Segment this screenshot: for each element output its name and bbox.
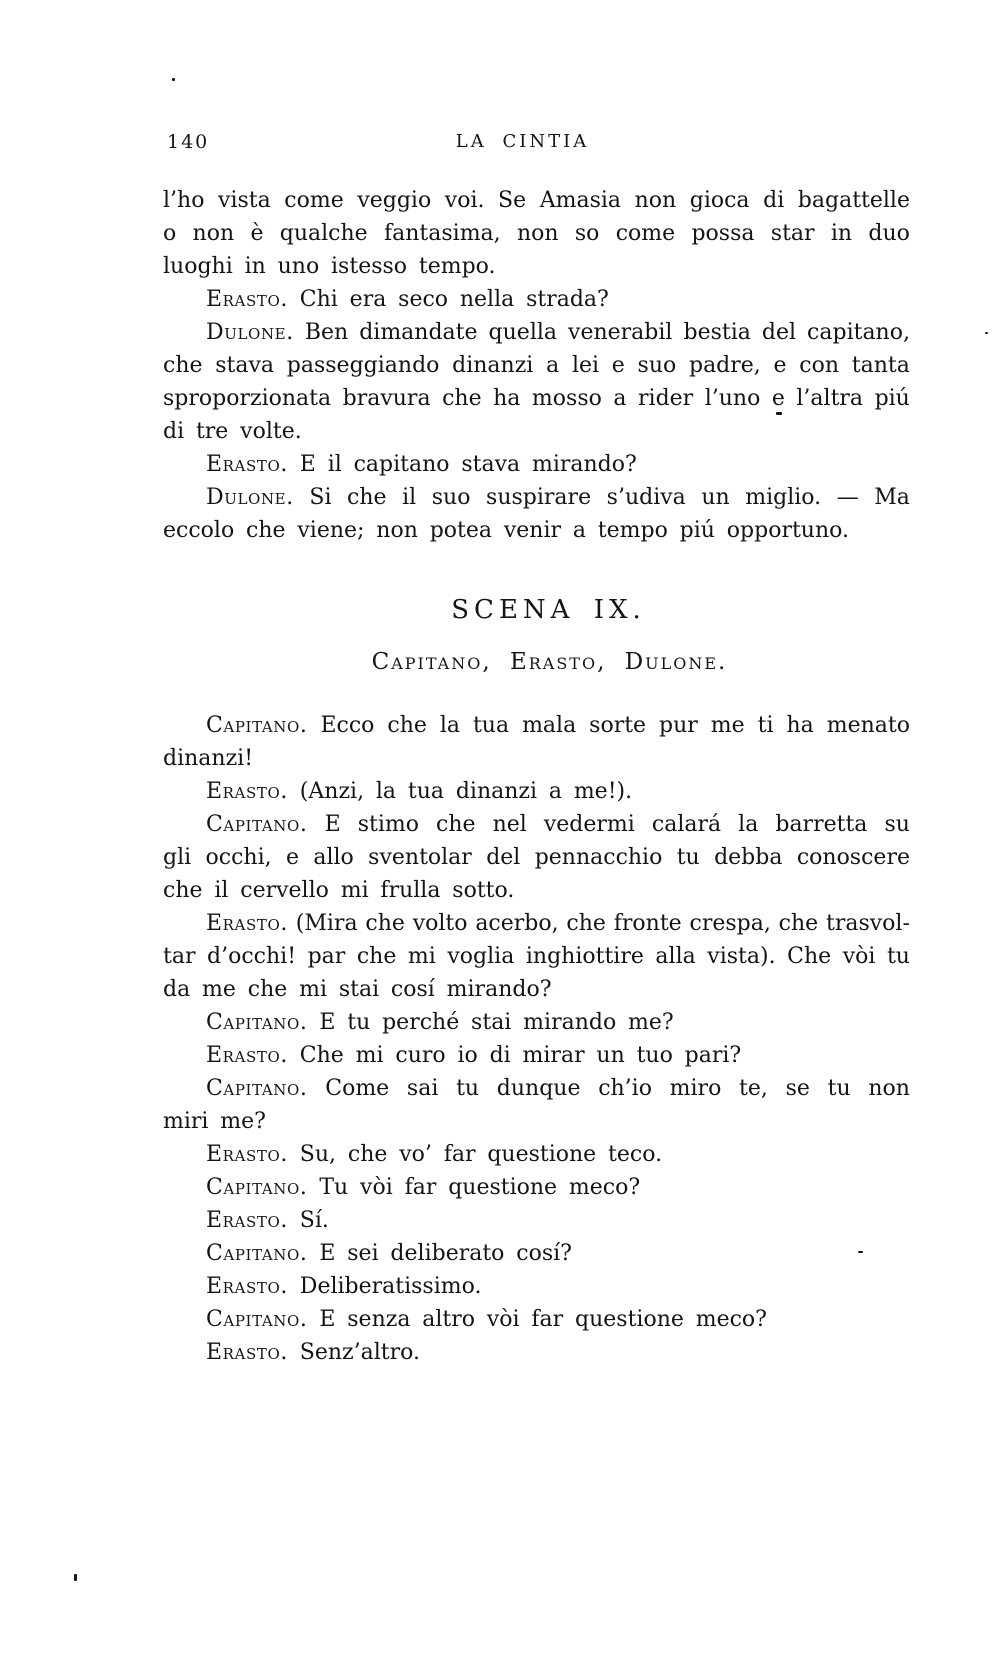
- word: e: [771, 386, 785, 411]
- speaker-name: Capitano.: [206, 1076, 308, 1101]
- word: dinanzi: [452, 353, 534, 378]
- text-line: [163, 283, 910, 316]
- text-line: [163, 709, 910, 742]
- word: tu: [456, 1076, 480, 1101]
- word: che: [566, 911, 606, 936]
- word: pur: [659, 713, 698, 738]
- text-line: [163, 1072, 910, 1105]
- word: Se: [498, 188, 527, 213]
- text-line: [163, 184, 910, 217]
- word: dimandate: [359, 320, 478, 345]
- word: occhi,: [205, 845, 272, 870]
- word: Ben: [304, 320, 349, 345]
- word: e: [773, 353, 787, 378]
- print-speck: [858, 1251, 863, 1253]
- word: è: [250, 221, 264, 246]
- word: dunque: [496, 1076, 581, 1101]
- dialogue-text: E senza altro vòi far questione meco?: [307, 1307, 767, 1332]
- word: e: [611, 353, 625, 378]
- word: suo: [637, 353, 677, 378]
- word: tanta: [851, 353, 910, 378]
- dialogue-text: dinanzi!: [163, 746, 254, 771]
- word: inghiottire: [525, 944, 644, 969]
- word: o: [163, 221, 177, 246]
- word: veggio: [357, 188, 432, 213]
- dialogue-text: Senz’altro.: [287, 1340, 421, 1365]
- word: che: [436, 812, 476, 837]
- word: calará: [651, 812, 722, 837]
- word: con: [799, 353, 840, 378]
- word: passeggiando: [286, 353, 440, 378]
- word: ti: [757, 713, 774, 738]
- word: il: [402, 485, 417, 510]
- speaker-name: Erasto.: [206, 1208, 288, 1233]
- speaker-name: Capitano.: [206, 812, 308, 837]
- speaker-name: Capitano.: [206, 1241, 308, 1266]
- word: voi.: [444, 188, 485, 213]
- speaker-name: Erasto.: [206, 1274, 288, 1299]
- text-line: [163, 907, 910, 940]
- word: Amasia: [539, 188, 622, 213]
- word: vista: [218, 188, 271, 213]
- print-speck: [172, 78, 175, 81]
- word: vista).: [707, 944, 776, 969]
- word: rider: [638, 386, 694, 411]
- word: bagattelle: [797, 188, 910, 213]
- text-line: [163, 415, 910, 448]
- word: s’udiva: [606, 485, 686, 510]
- word: la: [738, 812, 759, 837]
- word: non: [634, 188, 677, 213]
- text-line: [163, 349, 910, 382]
- word: l’uno: [704, 386, 761, 411]
- dialogue-text: (Anzi, la tua dinanzi a me!).: [287, 779, 633, 804]
- word: nel: [492, 812, 527, 837]
- word: tua: [472, 713, 510, 738]
- dialogue-text: di tre volte.: [163, 419, 302, 444]
- word: alla: [655, 944, 696, 969]
- word: debba: [714, 845, 783, 870]
- word: non: [516, 221, 559, 246]
- word: se: [785, 1076, 810, 1101]
- word: padre,: [688, 353, 761, 378]
- word: qualche: [279, 221, 368, 246]
- speaker-name: Erasto.: [206, 1043, 288, 1068]
- word: piú: [874, 386, 910, 411]
- word: miro: [669, 1076, 722, 1101]
- word: so: [574, 221, 600, 246]
- speaker-name: Capitano.: [206, 1010, 308, 1035]
- play-text: [163, 184, 910, 1369]
- word: tu: [886, 944, 910, 969]
- word: bravura: [342, 386, 431, 411]
- word: gioca: [689, 188, 750, 213]
- text-line: [163, 514, 910, 547]
- word: Che: [787, 944, 832, 969]
- word: sventolar: [368, 845, 472, 870]
- word: che: [365, 911, 405, 936]
- word: suspirare: [486, 485, 592, 510]
- word: mosso: [531, 386, 602, 411]
- text-line: [163, 1336, 910, 1369]
- word: che: [356, 944, 397, 969]
- speaker-name: Capitano.: [206, 713, 308, 738]
- word: me: [710, 713, 745, 738]
- word: fronte: [613, 911, 682, 936]
- text-line: [163, 874, 910, 907]
- print-speck: [985, 332, 988, 334]
- text-line: [163, 448, 910, 481]
- word: sai: [406, 1076, 439, 1101]
- word: che: [778, 911, 819, 936]
- word: l’altra: [796, 386, 864, 411]
- speaker-name: Capitano.: [206, 1307, 308, 1332]
- speaker-name: Capitano.: [206, 1175, 308, 1200]
- word: Si: [309, 485, 332, 510]
- word: del: [761, 320, 797, 345]
- word: la: [439, 713, 461, 738]
- word: suo: [431, 485, 471, 510]
- word: pennacchio: [534, 845, 663, 870]
- word: di: [763, 188, 785, 213]
- word: a: [613, 386, 627, 411]
- dialogue-text: luoghi in uno istesso tempo.: [163, 254, 496, 279]
- text-line: [163, 1039, 910, 1072]
- word: vedermi: [543, 812, 635, 837]
- word: ch’io: [598, 1076, 652, 1101]
- word: in: [830, 221, 853, 246]
- word: tu: [827, 1076, 851, 1101]
- scene-heading: SCENA IX.: [451, 595, 646, 625]
- word: Come: [325, 1076, 390, 1101]
- word: capitano,: [807, 320, 910, 345]
- text-line: [163, 1270, 910, 1303]
- text-line: [163, 1105, 910, 1138]
- dialogue-text: eccolo che viene; non potea venir a tempo piú opportuno.: [163, 518, 849, 543]
- text-line: [163, 1204, 910, 1237]
- word: ha: [493, 386, 521, 411]
- word: quella: [488, 320, 558, 345]
- dialogue-text: miri me?: [163, 1109, 266, 1134]
- word: mi: [407, 944, 436, 969]
- word: menato: [826, 713, 910, 738]
- text-line: [163, 775, 910, 808]
- word: acerbo,: [475, 911, 559, 936]
- word: che: [442, 386, 482, 411]
- word: te,: [739, 1076, 768, 1101]
- speaker-name: Erasto.: [206, 1340, 288, 1365]
- word: (Mira: [295, 911, 358, 936]
- word: Ma: [874, 485, 910, 510]
- text-line: [163, 1171, 910, 1204]
- word: che: [163, 353, 203, 378]
- word: conoscere: [796, 845, 910, 870]
- text-line: [163, 481, 910, 514]
- dialogue-text: da me che mi stai cosí mirando?: [163, 977, 552, 1002]
- dialogue-text: Su, che vo’ far questione teco.: [287, 1142, 663, 1167]
- dialogue-text: E sei deliberato cosí?: [307, 1241, 572, 1266]
- word: del: [486, 845, 521, 870]
- speaker-name: Dulone.: [206, 485, 294, 510]
- word: l’ho: [163, 188, 205, 213]
- print-speck: [776, 412, 782, 415]
- dialogue-text: E il capitano stava mirando?: [287, 452, 637, 477]
- dialogue-text: E tu perché stai mirando me?: [307, 1010, 674, 1035]
- word: e: [285, 845, 299, 870]
- word: E: [324, 812, 341, 837]
- word: trasvol-: [825, 911, 910, 936]
- dialogue-text: Tu vòi far questione meco?: [307, 1175, 641, 1200]
- text-line: [163, 940, 910, 973]
- text-line: [163, 1237, 910, 1270]
- word: vòi: [842, 944, 876, 969]
- word: che: [347, 485, 387, 510]
- text-line: [163, 808, 910, 841]
- word: tar: [163, 944, 196, 969]
- dialogue-text: che il cervello mi frulla sotto.: [163, 878, 515, 903]
- word: allo: [313, 845, 354, 870]
- word: sproporzionata: [163, 386, 332, 411]
- word: possa: [691, 221, 755, 246]
- word: ha: [786, 713, 814, 738]
- word: d’occhi!: [207, 944, 297, 969]
- word: barretta: [775, 812, 868, 837]
- word: miglio.: [745, 485, 822, 510]
- word: star: [770, 221, 815, 246]
- word: tu: [676, 845, 700, 870]
- word: non: [868, 1076, 910, 1101]
- text-line: [163, 316, 910, 349]
- word: —: [836, 485, 859, 510]
- text-line: [163, 1138, 910, 1171]
- speaker-name: Erasto.: [206, 452, 288, 477]
- word: par: [307, 944, 346, 969]
- text-line: [163, 1303, 910, 1336]
- speaker-name: Erasto.: [206, 287, 288, 312]
- word: voglia: [447, 944, 515, 969]
- word: fantasima,: [383, 221, 501, 246]
- word: Ecco: [320, 713, 375, 738]
- scene-cast: Capitano, Erasto, Dulone.: [371, 649, 728, 675]
- word: sorte: [589, 713, 647, 738]
- speaker-name: Erasto.: [206, 911, 288, 936]
- word: crespa,: [689, 911, 771, 936]
- word: bestia: [683, 320, 751, 345]
- dialogue-text: Deliberatissimo.: [287, 1274, 482, 1299]
- word: come: [284, 188, 344, 213]
- speaker-name: Dulone.: [206, 320, 294, 345]
- speaker-name: Erasto.: [206, 779, 288, 804]
- word: a: [546, 353, 560, 378]
- text-line: [163, 973, 910, 1006]
- text-line: [163, 1006, 910, 1039]
- dialogue-text: Che mi curo io di mirar un tuo pari?: [287, 1043, 742, 1068]
- word: come: [615, 221, 676, 246]
- speaker-name: Erasto.: [206, 1142, 288, 1167]
- text-line: [163, 841, 910, 874]
- word: che: [387, 713, 427, 738]
- page-header: [163, 131, 910, 153]
- page-number: 140: [167, 131, 210, 153]
- word: stava: [215, 353, 275, 378]
- text-line: [163, 250, 910, 283]
- text-line: [163, 217, 910, 250]
- print-speck: [74, 1574, 77, 1581]
- word: duo: [868, 221, 910, 246]
- word: venerabil: [568, 320, 673, 345]
- word: volto: [412, 911, 468, 936]
- word: su: [884, 812, 910, 837]
- word: gli: [163, 845, 192, 870]
- running-title: LA CINTIA: [455, 131, 590, 152]
- dialogue-text: Sí.: [287, 1208, 329, 1233]
- word: non: [192, 221, 235, 246]
- dialogue-text: Chi era seco nella strada?: [287, 287, 609, 312]
- text-line: [163, 382, 910, 415]
- word: stimo: [357, 812, 419, 837]
- word: mala: [522, 713, 577, 738]
- word: lei: [571, 353, 600, 378]
- text-line: [163, 742, 910, 775]
- word: un: [701, 485, 730, 510]
